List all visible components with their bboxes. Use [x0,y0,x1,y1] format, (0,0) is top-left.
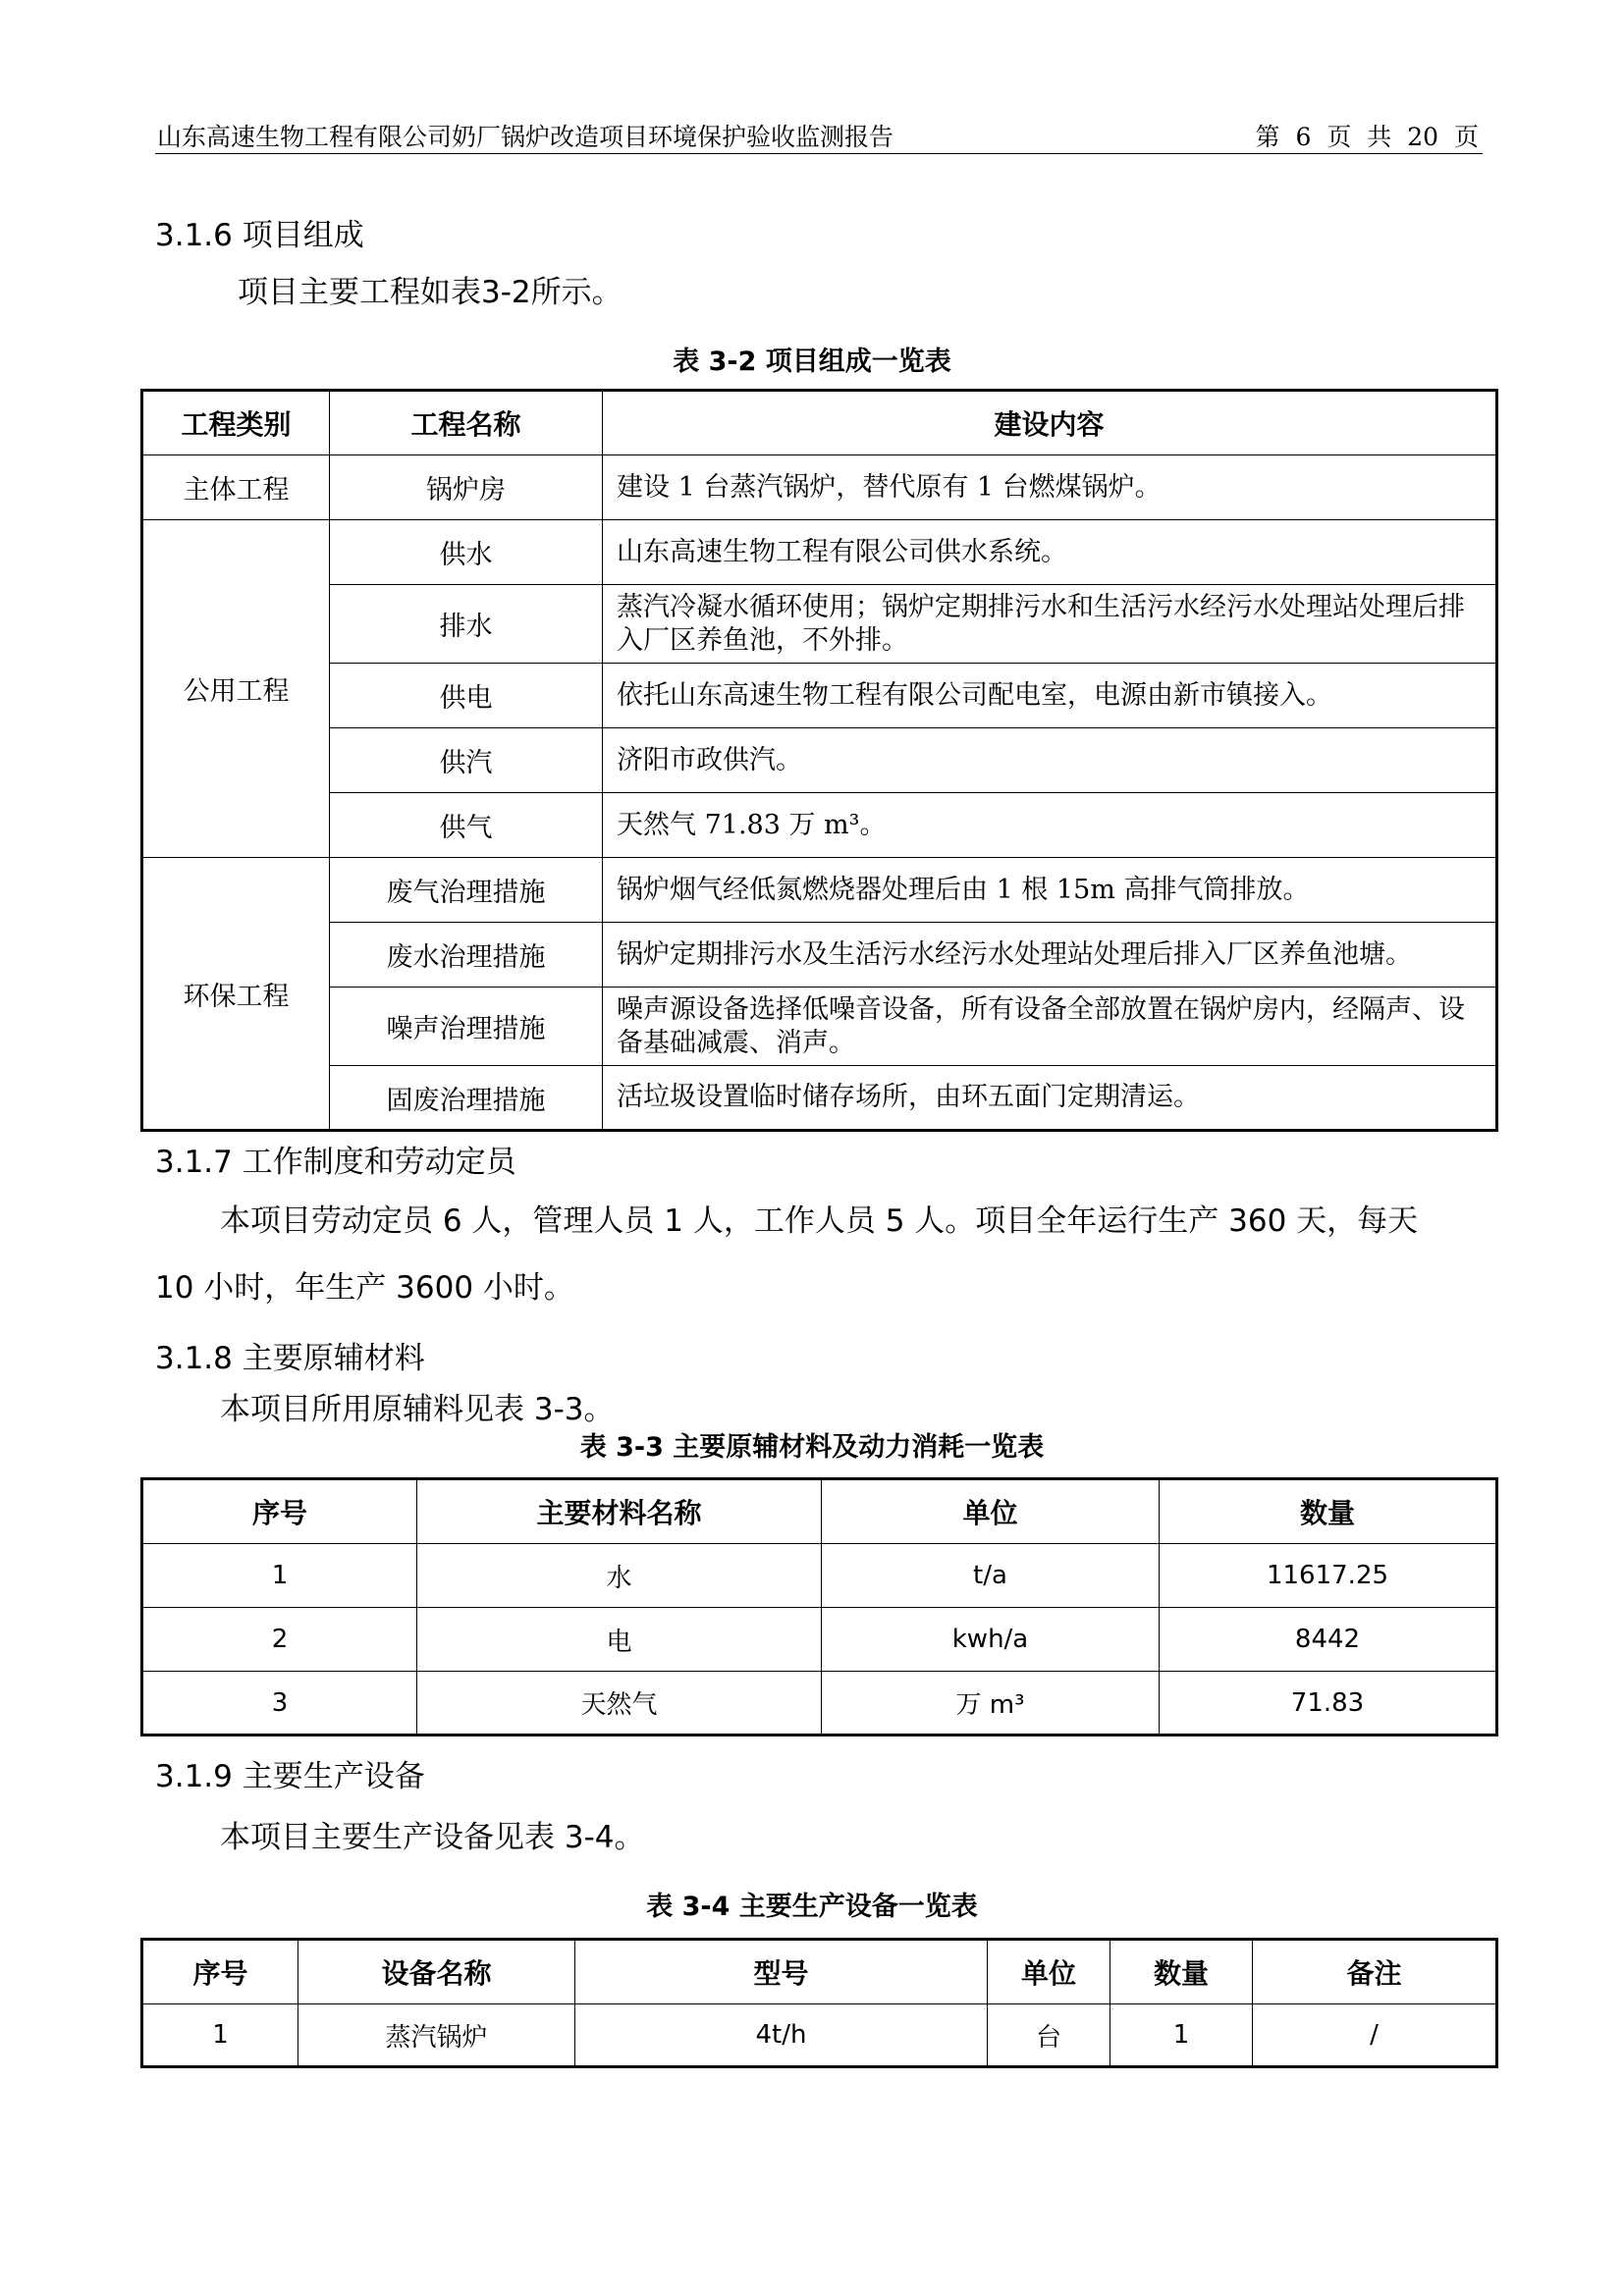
table-row [142,455,1497,520]
name-cell: 供水 [330,520,603,585]
project-composition-table [140,389,1498,1132]
index-cell: 1 [142,2004,298,2067]
index-cell: 3 [142,1672,417,1735]
model-cell: 4t/h [575,2004,988,2067]
col-header-name: 工程名称 [330,391,603,455]
name-cell: 供汽 [330,728,603,793]
col-header-material: 主要材料名称 [417,1479,822,1544]
name-cell: 锅炉房 [330,455,603,520]
col-header-equipment: 设备名称 [298,1940,575,2004]
report-title: 山东高速生物工程有限公司奶厂锅炉改造项目环境保护验收监测报告 [157,123,894,151]
col-header-remark: 备注 [1253,1940,1497,2004]
col-header-model: 型号 [575,1940,988,2004]
category-cell: 主体工程 [142,455,330,520]
table-row [142,793,1497,858]
name-cell: 废水治理措施 [330,923,603,988]
equipment-cell: 蒸汽锅炉 [298,2004,575,2067]
remark-cell: / [1253,2004,1497,2067]
section-heading-318: 3.1.8 主要原辅材料 [155,1341,425,1376]
col-header-category: 工程类别 [142,391,330,455]
unit-cell: 万 m³ [822,1672,1160,1735]
name-cell: 噪声治理措施 [330,988,603,1066]
material-cell: 电 [417,1608,822,1672]
section-heading-316: 3.1.6 项目组成 [155,218,364,253]
unit-cell: kwh/a [822,1608,1160,1672]
quantity-cell: 8442 [1160,1608,1497,1672]
table-row [142,2004,1497,2067]
table-row [142,1608,1497,1672]
col-header-quantity: 数量 [1160,1479,1497,1544]
index-cell: 2 [142,1608,417,1672]
unit-cell: t/a [822,1544,1160,1608]
quantity-cell: 71.83 [1160,1672,1497,1735]
unit-cell: 台 [988,2004,1110,2067]
index-cell: 1 [142,1544,417,1608]
name-cell: 供气 [330,793,603,858]
table-caption-3-2: 表 3-2 项目组成一览表 [673,347,951,377]
section-para-317-line2: 10 小时，年生产 3600 小时。 [155,1270,574,1306]
name-cell: 废气治理措施 [330,858,603,923]
material-cell: 水 [417,1544,822,1608]
page-header [155,116,1483,154]
section-heading-319: 3.1.9 主要生产设备 [155,1759,425,1794]
table-row [142,988,1497,1066]
content-cell: 锅炉定期排污水及生活污水经污水处理站处理后排入厂区养鱼池塘。 [603,923,1497,988]
materials-table [140,1477,1498,1736]
section-intro-319: 本项目主要生产设备见表 3-4。 [220,1820,645,1855]
page-number: 第 6 页 共 20 页 [1255,123,1479,151]
section-para-317-line1: 本项目劳动定员 6 人，管理人员 1 人，工作人员 5 人。项目全年运行生产 360 天，每天 [220,1203,1419,1239]
table-row [142,1066,1497,1131]
table-row [142,520,1497,585]
content-cell: 噪声源设备选择低噪音设备，所有设备全部放置在锅炉房内，经隔声、设备基础减震、消声。 [603,988,1497,1066]
table-row [142,1544,1497,1608]
table-row [142,858,1497,923]
content-cell: 蒸汽冷凝水循环使用；锅炉定期排污水和生活污水经污水处理站处理后排入厂区养鱼池，不外排。 [603,585,1497,664]
equipment-table [140,1938,1498,2068]
table-row [142,1672,1497,1735]
content-cell: 天然气 71.83 万 m³。 [603,793,1497,858]
content-cell: 山东高速生物工程有限公司供水系统。 [603,520,1497,585]
table-row [142,585,1497,664]
quantity-cell: 1 [1110,2004,1253,2067]
category-cell: 环保工程 [142,858,330,1131]
name-cell: 固废治理措施 [330,1066,603,1131]
content-cell: 锅炉烟气经低氮燃烧器处理后由 1 根 15m 高排气筒排放。 [603,858,1497,923]
name-cell: 排水 [330,585,603,664]
table-header-row [142,391,1497,455]
content-cell: 建设 1 台蒸汽锅炉，替代原有 1 台燃煤锅炉。 [603,455,1497,520]
table-caption-3-4: 表 3-4 主要生产设备一览表 [646,1892,978,1922]
content-cell: 活垃圾设置临时储存场所，由环五面门定期清运。 [603,1066,1497,1131]
col-header-unit: 单位 [988,1940,1110,2004]
col-header-index: 序号 [142,1479,417,1544]
content-cell: 济阳市政供汽。 [603,728,1497,793]
category-cell: 公用工程 [142,520,330,858]
content-cell: 依托山东高速生物工程有限公司配电室，电源由新市镇接入。 [603,664,1497,728]
material-cell: 天然气 [417,1672,822,1735]
col-header-unit: 单位 [822,1479,1160,1544]
section-intro-316: 项目主要工程如表3-2所示。 [238,275,623,310]
table-caption-3-3: 表 3-3 主要原辅材料及动力消耗一览表 [579,1432,1045,1463]
quantity-cell: 11617.25 [1160,1544,1497,1608]
section-heading-317: 3.1.7 工作制度和劳动定员 [155,1145,516,1180]
table-row [142,664,1497,728]
table-header-row [142,1479,1497,1544]
col-header-index: 序号 [142,1940,298,2004]
table-header-row [142,1940,1497,2004]
section-intro-318: 本项目所用原辅料见表 3-3。 [220,1392,615,1427]
name-cell: 供电 [330,664,603,728]
col-header-content: 建设内容 [603,391,1497,455]
col-header-quantity: 数量 [1110,1940,1253,2004]
table-row [142,728,1497,793]
table-row [142,923,1497,988]
